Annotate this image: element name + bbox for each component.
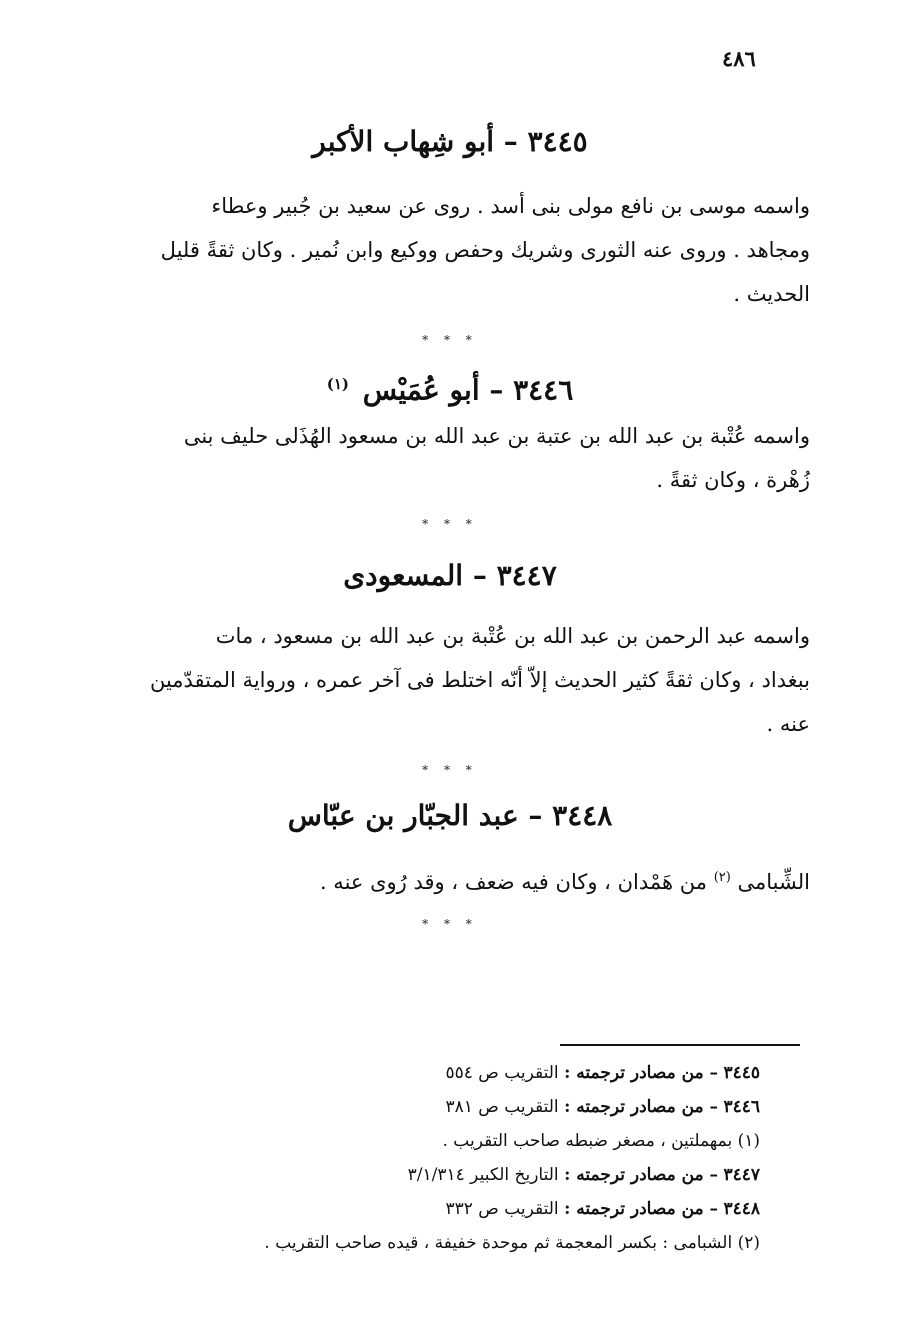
footnote-marker: (٢) xyxy=(713,870,731,885)
body-line: زُهْرة ، وكان ثقةً . xyxy=(656,468,810,492)
footnote-line xyxy=(100,1192,760,1226)
footnote-number: ٣٤٤٦ xyxy=(723,1097,760,1117)
body-line xyxy=(100,856,810,904)
section-separator: * * * xyxy=(422,917,478,931)
entry-body-3445 xyxy=(100,184,810,316)
footnote-line xyxy=(100,1090,760,1124)
page-number: ٤٨٦ xyxy=(722,46,756,71)
body-line: عنه . xyxy=(766,712,810,736)
body-line: واسمه موسى بن نافع مولى بنى أسد . روى عن سعيد بن جُبير وعطاء xyxy=(211,194,810,218)
section-separator: * * * xyxy=(422,517,478,531)
entry-title-3445: ٣٤٤٥ – أبو شِهاب الأكبر xyxy=(312,125,588,158)
body-text-part: من هَمْدان ، وكان فيه ضعف ، وقد رُوى عنه . xyxy=(319,870,708,894)
footnote-line xyxy=(100,1124,760,1158)
body-line: واسمه عبد الرحمن بن عبد الله بن عُتْبة بن عبد الله بن مسعود ، مات xyxy=(215,624,810,648)
footnote-marker: (١) xyxy=(326,375,350,393)
section-separator: * * * xyxy=(422,763,478,777)
entry-body-3448 xyxy=(100,856,810,904)
footnote-line xyxy=(100,1158,760,1192)
footnote-text: التقريب ص ٣٣٢ xyxy=(445,1199,559,1219)
entry-title-text: ٣٤٤٦ – أبو عُمَيْس xyxy=(362,373,574,407)
footnote-text: التاريخ الكبير ٣/١/٣١٤ xyxy=(407,1165,559,1185)
footnote-text: (١) بمهملتين ، مصغر ضبطه صاحب التقريب . xyxy=(442,1131,760,1151)
footnote-label: – من مصادر ترجمته : xyxy=(564,1063,719,1083)
footnote-label: – من مصادر ترجمته : xyxy=(564,1097,719,1117)
footnote-divider xyxy=(560,1044,800,1046)
entry-title-3447: ٣٤٤٧ – المسعودى xyxy=(343,559,557,592)
body-line: ومجاهد . وروى عنه الثورى وشريك وحفص ووكيع وابن نُمير . وكان ثقةً قليل xyxy=(160,238,810,262)
footnote-label: – من مصادر ترجمته : xyxy=(564,1199,719,1219)
entry-title-3448: ٣٤٤٨ – عبد الجبّار بن عبّاس xyxy=(287,799,613,832)
entry-title-3446 xyxy=(100,364,800,410)
body-line: ببغداد ، وكان ثقةً كثير الحديث إلاّ أنّه اختلط فى آخر عمره ، ورواية المتقدّمين xyxy=(149,668,810,692)
footnote-label: – من مصادر ترجمته : xyxy=(564,1165,719,1185)
footnote-number: ٣٤٤٥ xyxy=(723,1063,760,1083)
footnote-text: (٢) الشبامى : بكسر المعجمة ثم موحدة خفيفة ، قيده صاحب التقريب . xyxy=(264,1233,760,1253)
body-text-part: الشِّبامى xyxy=(737,870,810,894)
footnote-number: ٣٤٤٨ xyxy=(723,1199,760,1219)
footnote-text: التقريب ص ٥٥٤ xyxy=(445,1063,559,1083)
footnote-text: التقريب ص ٣٨١ xyxy=(445,1097,559,1117)
footnote-number: ٣٤٤٧ xyxy=(723,1165,760,1185)
footnotes xyxy=(100,1056,760,1260)
body-line: الحديث . xyxy=(733,282,810,306)
entry-body-3447 xyxy=(100,614,810,746)
section-separator: * * * xyxy=(422,333,478,347)
entry-body-3446 xyxy=(100,414,810,502)
footnote-line xyxy=(100,1226,760,1260)
footnote-line xyxy=(100,1056,760,1090)
body-line: واسمه عُتْبة بن عبد الله بن عتبة بن عبد الله بن مسعود الهُذَلى حليف بنى xyxy=(183,424,810,448)
